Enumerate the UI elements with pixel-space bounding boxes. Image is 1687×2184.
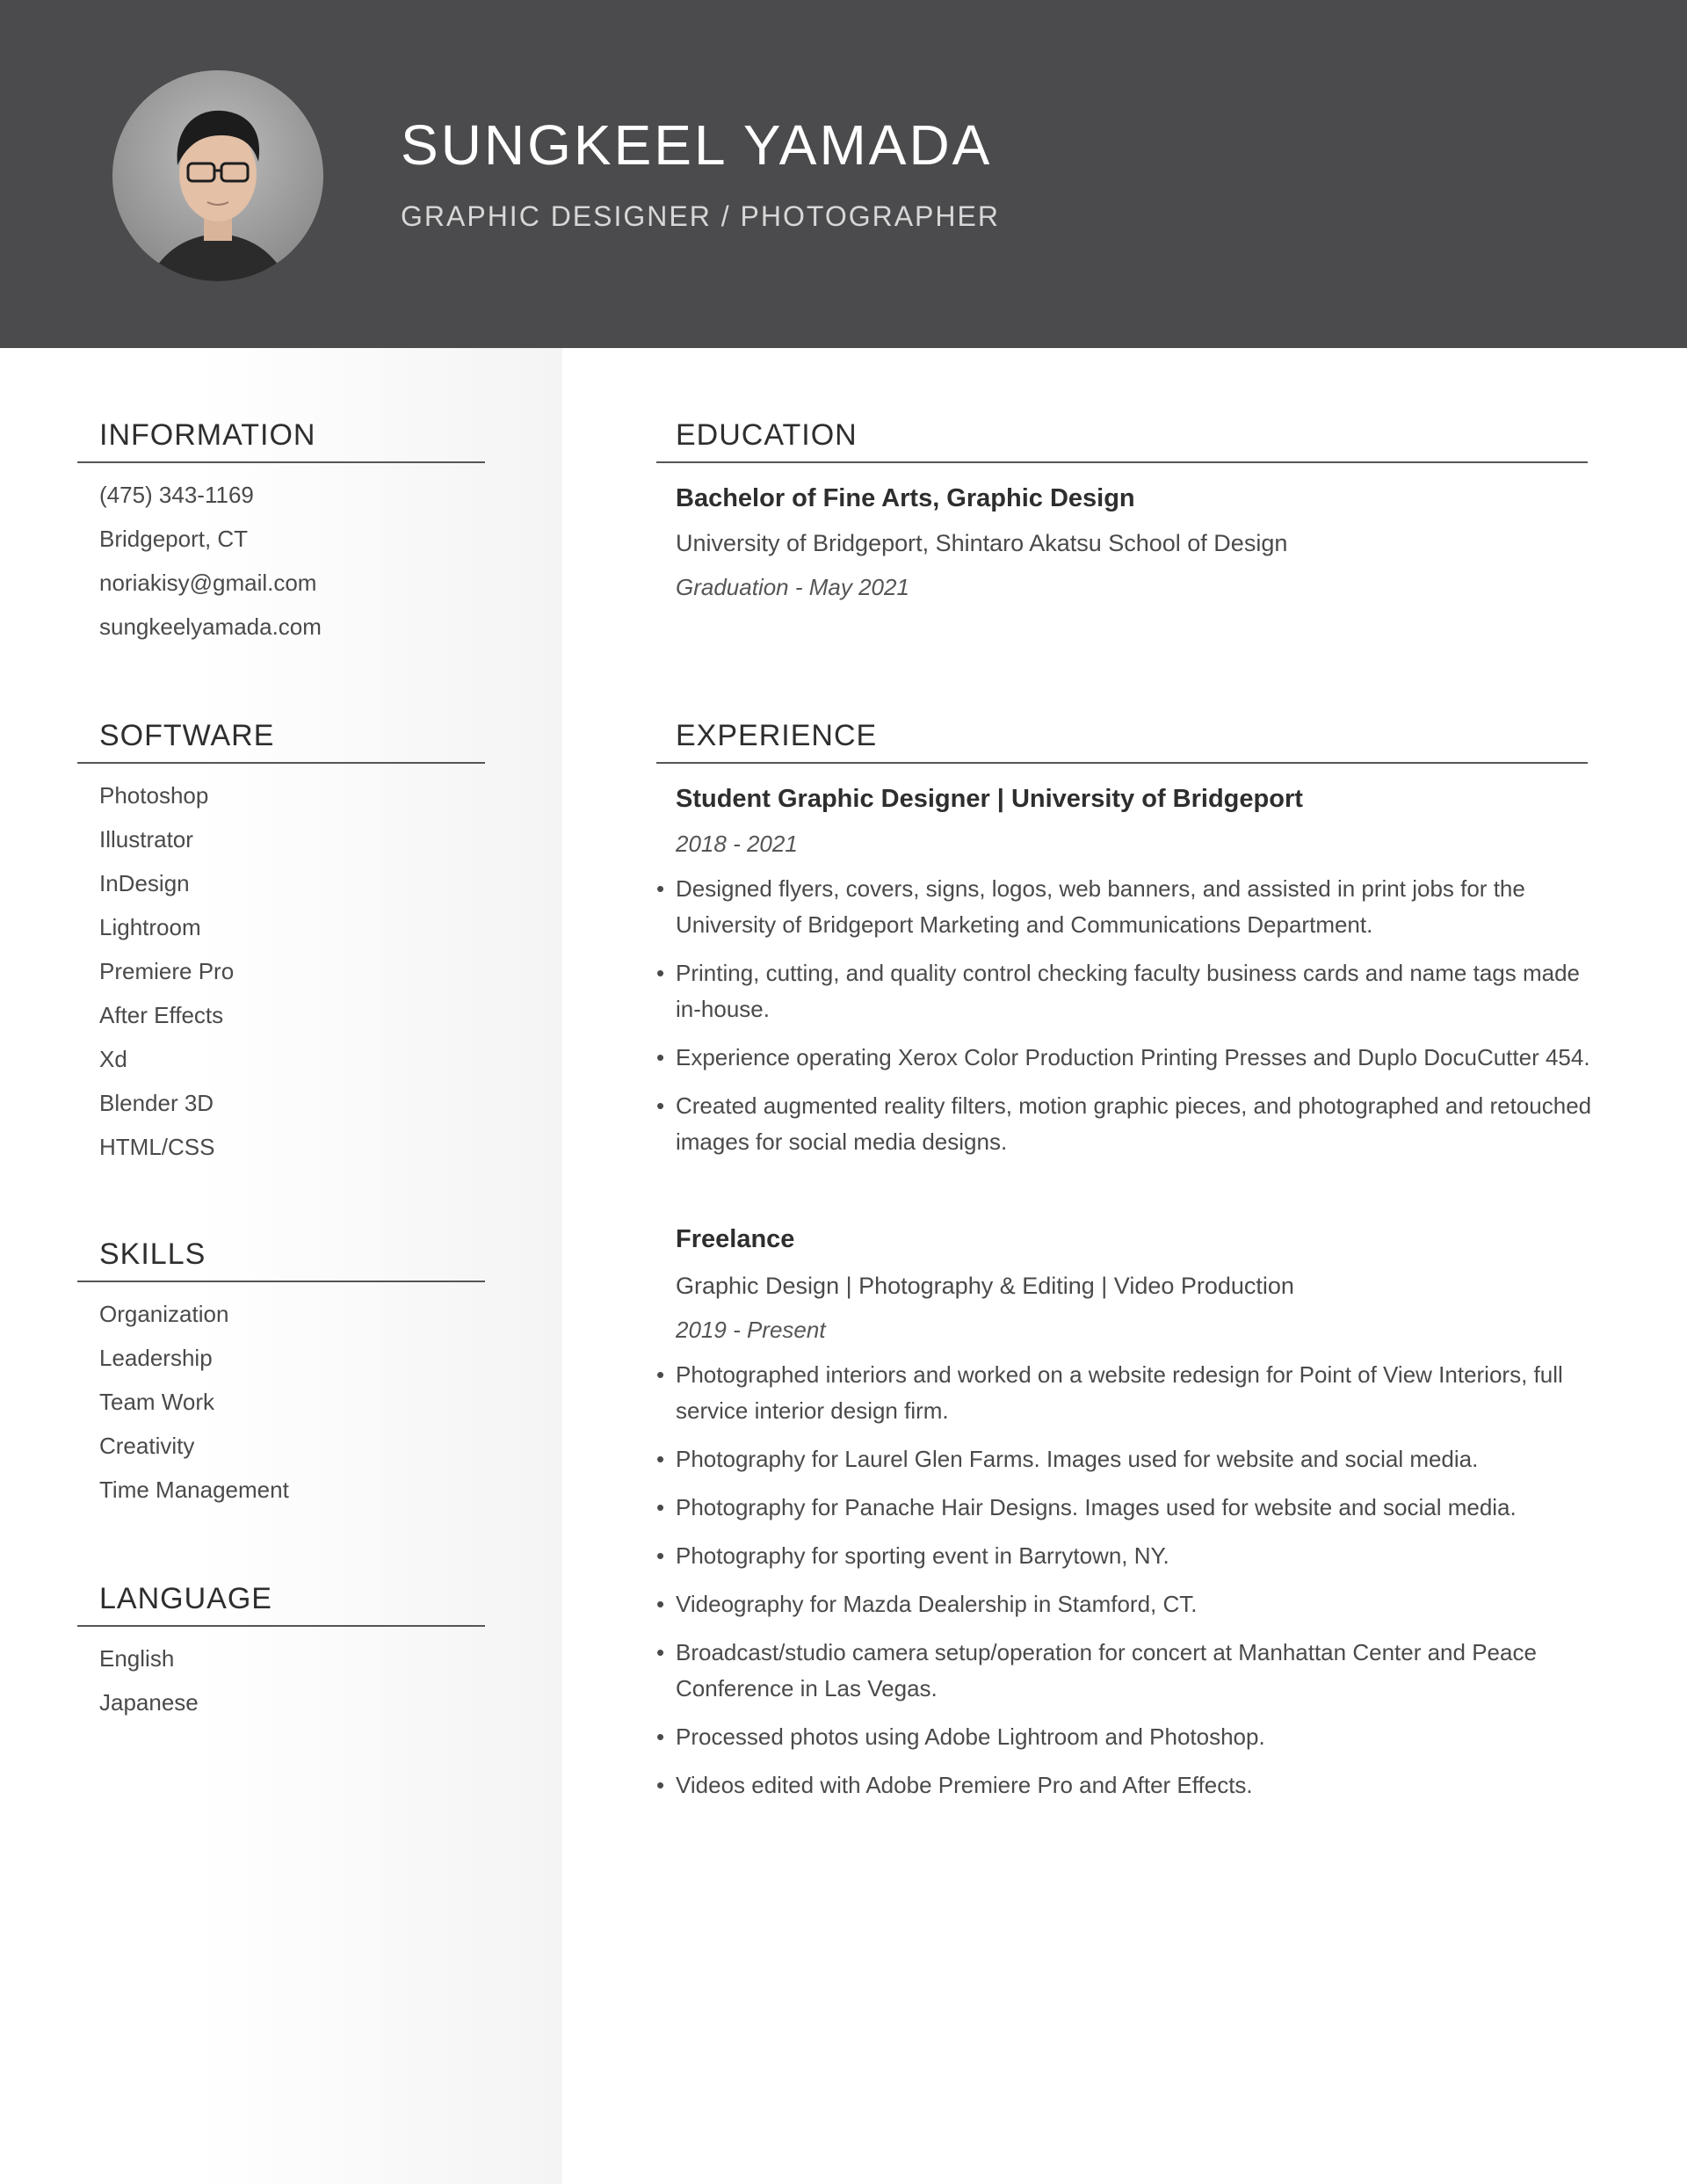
skills-heading: SKILLS	[77, 1237, 485, 1282]
list-item: • Printing, cutting, and quality control checking faculty business cards and name tags made in-house.	[656, 955, 1605, 1027]
language-list	[77, 1643, 485, 1731]
experience-section	[656, 718, 1605, 1803]
list-item: • Created augmented reality filters, motion graphic pieces, and photographed and retouched images for social media designs.	[656, 1088, 1605, 1160]
email: noriakisy@gmail.com	[99, 570, 317, 596]
phone-number: (475) 343-1169	[99, 482, 254, 508]
list-item: • Photography for Panache Hair Designs. Images used for website and social media.	[656, 1490, 1605, 1526]
profile-photo-icon	[112, 70, 323, 281]
candidate-name: SUNGKEEL YAMADA	[401, 113, 993, 177]
job-bullets	[656, 871, 1605, 1160]
list-item: • Photography for sporting event in Barrytown, NY.	[656, 1538, 1605, 1574]
information-section	[77, 417, 485, 655]
job-bullets	[656, 1357, 1605, 1803]
software-heading: SOFTWARE	[77, 718, 485, 764]
education-heading: EDUCATION	[656, 417, 1588, 463]
degree: Bachelor of Fine Arts, Graphic Design	[676, 484, 1135, 512]
list-item: • Designed flyers, covers, signs, logos, web banners, and assisted in print jobs for the University of Bridgeport Marketing and Communications Department.	[656, 871, 1605, 943]
candidate-title: GRAPHIC DESIGNER / PHOTOGRAPHER	[401, 200, 1000, 232]
experience-heading: EXPERIENCE	[656, 718, 1588, 764]
skills-list	[77, 1298, 485, 1518]
avatar	[112, 70, 323, 281]
location: Bridgeport, CT	[99, 526, 249, 552]
list-item: Creativity	[99, 1433, 195, 1459]
job-entry	[656, 781, 1605, 866]
information-heading: INFORMATION	[77, 417, 485, 463]
school: University of Bridgeport, Shintaro Akatsu School of Design	[676, 530, 1288, 556]
list-item: English	[99, 1645, 175, 1672]
list-item: HTML/CSS	[99, 1134, 215, 1160]
list-item: • Photographed interiors and worked on a website redesign for Point of View Interiors, full service interior design firm.	[656, 1357, 1605, 1429]
website: sungkeelyamada.com	[99, 613, 322, 640]
list-item: Japanese	[99, 1689, 199, 1716]
list-item: Premiere Pro	[99, 958, 235, 984]
list-item: Illustrator	[99, 826, 193, 853]
list-item: • Experience operating Xerox Color Production Printing Presses and Duplo DocuCutter 454.	[656, 1040, 1605, 1076]
list-item: • Videos edited with Adobe Premiere Pro and After Effects.	[656, 1767, 1605, 1803]
education-section	[656, 417, 1588, 606]
list-item: Lightroom	[99, 914, 201, 940]
list-item: • Videography for Mazda Dealership in Stamford, CT.	[656, 1586, 1605, 1622]
list-item: • Processed photos using Adobe Lightroom and Photoshop.	[656, 1719, 1605, 1755]
list-item: After Effects	[99, 1002, 224, 1028]
graduation-date: Graduation - May 2021	[676, 574, 909, 600]
list-item: InDesign	[99, 870, 190, 896]
header	[0, 0, 1687, 348]
language-heading: LANGUAGE	[77, 1581, 485, 1627]
list-item: Photoshop	[99, 782, 209, 809]
job-title: Freelance	[676, 1225, 795, 1253]
job-date: 2019 - Present	[676, 1317, 826, 1343]
list-item: Organization	[99, 1301, 229, 1327]
list-item: • Photography for Laurel Glen Farms. Images used for website and social media.	[656, 1441, 1605, 1477]
list-item: Leadership	[99, 1345, 213, 1371]
list-item: • Broadcast/studio camera setup/operation for concert at Manhattan Center and Peace Conference in Las Vegas.	[656, 1635, 1605, 1707]
list-item: Time Management	[99, 1477, 289, 1503]
job-subtitle: Graphic Design | Photography & Editing | Video Production	[676, 1273, 1294, 1299]
software-list	[77, 780, 485, 1175]
list-item: Team Work	[99, 1389, 214, 1415]
list-item: Xd	[99, 1046, 127, 1072]
list-item: Blender 3D	[99, 1090, 214, 1116]
language-section	[77, 1581, 485, 1731]
skills-section	[77, 1237, 485, 1518]
job-title: Student Graphic Designer | University of Bridgeport	[676, 785, 1303, 813]
information-list	[77, 479, 485, 655]
job-date: 2018 - 2021	[676, 831, 798, 857]
job-entry	[656, 1222, 1605, 1352]
education-entry	[656, 481, 1588, 606]
software-section	[77, 718, 485, 1175]
